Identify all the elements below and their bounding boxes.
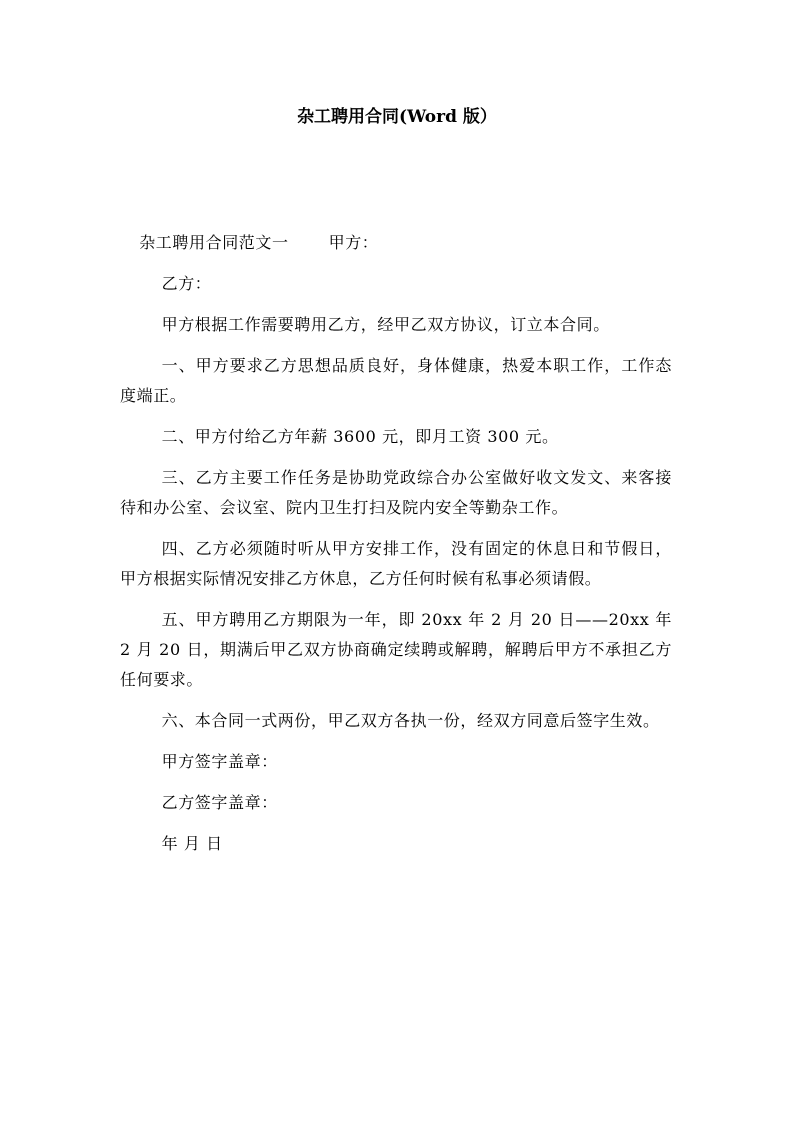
party-b-label: 乙方：	[161, 274, 212, 293]
clause-3: 三、乙方主要工作任务是协助党政综合办公室做好收文发文、来客接待和办公室、会议室、院内卫生打扫及院内安全等勤杂工作。	[120, 468, 672, 517]
clause-4: 四、乙方必须随时听从甲方安排工作，没有固定的休息日和节假日，甲方根据实际情况安排乙方休息，乙方任何时候有私事必须请假。	[120, 539, 672, 588]
clause-2: 二、甲方付给乙方年薪 3600 元，即月工资 300 元。	[161, 427, 559, 446]
contract-subtitle: 杂工聘用合同范文一	[139, 233, 289, 252]
clause-6: 六、本合同一式两份，甲乙双方各执一份，经双方同意后签字生效。	[161, 711, 660, 730]
party-b-signature-line: 乙方签字盖章：	[161, 793, 278, 812]
clause-5: 五、甲方聘用乙方期限为一年，即 20xx 年 2 月 20 日——20xx 年 2 月 20 日，期满后甲乙双方协商确定续聘或解聘，解聘后甲方不承担乙方任何要求。	[120, 610, 672, 689]
document-body	[120, 228, 672, 870]
clause-1: 一、甲方要求乙方思想品质良好，身体健康，热爱本职工作，工作态度端正。	[120, 356, 672, 405]
party-a-label: 甲方：	[328, 233, 379, 252]
preamble-paragraph: 甲方根据工作需要聘用乙方，经甲乙双方协议，订立本合同。	[161, 315, 610, 334]
party-a-signature-line: 甲方签字盖章：	[161, 752, 278, 771]
document-title: 杂工聘用合同(Word 版）	[297, 107, 497, 127]
intro-line	[120, 228, 672, 258]
date-line: 年 月 日	[161, 834, 223, 853]
